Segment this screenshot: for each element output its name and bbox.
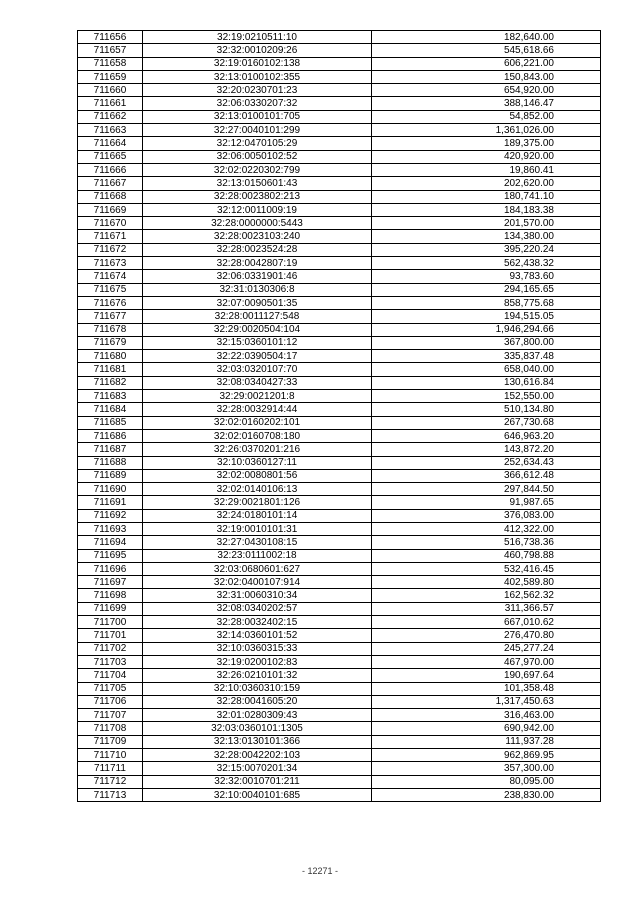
value-cell: 646,963.20: [372, 429, 601, 442]
row-number-cell: 711665: [78, 150, 143, 163]
value-cell: 858,775.68: [372, 296, 601, 309]
cadastral-number-cell: 32:24:0180101:14: [143, 509, 372, 522]
value-cell: 388,146.47: [372, 97, 601, 110]
row-number-cell: 711695: [78, 549, 143, 562]
row-number-cell: 711657: [78, 44, 143, 57]
cadastral-number-cell: 32:23:0111002:18: [143, 549, 372, 562]
row-number-cell: 711672: [78, 243, 143, 256]
cadastral-number-cell: 32:20:0230701:23: [143, 84, 372, 97]
value-cell: 252,634.43: [372, 456, 601, 469]
cadastral-number-cell: 32:15:0360101:12: [143, 336, 372, 349]
row-number-cell: 711658: [78, 57, 143, 70]
cadastral-number-cell: 32:27:0430108:15: [143, 536, 372, 549]
row-number-cell: 711705: [78, 682, 143, 695]
value-cell: 376,083.00: [372, 509, 601, 522]
value-cell: 311,366.57: [372, 602, 601, 615]
table-row: [78, 682, 601, 695]
value-cell: 297,844.50: [372, 483, 601, 496]
row-number-cell: 711699: [78, 602, 143, 615]
row-number-cell: 711667: [78, 177, 143, 190]
row-number-cell: 711698: [78, 589, 143, 602]
cadastral-number-cell: 32:10:0360127:11: [143, 456, 372, 469]
table-row: [78, 177, 601, 190]
table-row: [78, 549, 601, 562]
table-row: [78, 270, 601, 283]
row-number-cell: 711668: [78, 190, 143, 203]
cadastral-number-cell: 32:29:0021201:8: [143, 390, 372, 403]
row-number-cell: 711708: [78, 722, 143, 735]
cadastral-number-cell: 32:06:0330207:32: [143, 97, 372, 110]
table-row: [78, 509, 601, 522]
row-number-cell: 711689: [78, 469, 143, 482]
value-cell: 150,843.00: [372, 70, 601, 83]
cadastral-number-cell: 32:02:0140106:13: [143, 483, 372, 496]
table-row: [78, 203, 601, 216]
row-number-cell: 711663: [78, 124, 143, 137]
cadastral-number-cell: 32:28:0042807:19: [143, 257, 372, 270]
row-number-cell: 711681: [78, 363, 143, 376]
value-cell: 93,783.60: [372, 270, 601, 283]
cadastral-number-cell: 32:27:0040101:299: [143, 124, 372, 137]
row-number-cell: 711688: [78, 456, 143, 469]
row-number-cell: 711670: [78, 217, 143, 230]
value-cell: 201,570.00: [372, 217, 601, 230]
cadastral-number-cell: 32:15:0070201:34: [143, 762, 372, 775]
value-cell: 238,830.00: [372, 788, 601, 801]
value-cell: 162,562.32: [372, 589, 601, 602]
row-number-cell: 711703: [78, 655, 143, 668]
cadastral-number-cell: 32:28:0032402:15: [143, 616, 372, 629]
row-number-cell: 711678: [78, 323, 143, 336]
value-cell: 152,550.00: [372, 390, 601, 403]
value-cell: 245,277.24: [372, 642, 601, 655]
cadastral-number-cell: 32:28:0032914:44: [143, 403, 372, 416]
cadastral-value-table: [77, 30, 601, 802]
table-row: [78, 536, 601, 549]
table-row: [78, 749, 601, 762]
row-number-cell: 711712: [78, 775, 143, 788]
table-row: [78, 376, 601, 389]
cadastral-number-cell: 32:28:0023802:213: [143, 190, 372, 203]
table-row: [78, 190, 601, 203]
cadastral-number-cell: 32:14:0360101:52: [143, 629, 372, 642]
cadastral-number-cell: 32:19:0010101:31: [143, 522, 372, 535]
cadastral-number-cell: 32:28:0011127:548: [143, 310, 372, 323]
row-number-cell: 711674: [78, 270, 143, 283]
table-body: [78, 31, 601, 802]
table-row: [78, 296, 601, 309]
cadastral-number-cell: 32:06:0331901:46: [143, 270, 372, 283]
table-row: [78, 163, 601, 176]
value-cell: 962,869.95: [372, 749, 601, 762]
cadastral-number-cell: 32:07:0090501:35: [143, 296, 372, 309]
table-row: [78, 243, 601, 256]
row-number-cell: 711709: [78, 735, 143, 748]
table-row: [78, 70, 601, 83]
value-cell: 189,375.00: [372, 137, 601, 150]
table-row: [78, 403, 601, 416]
row-number-cell: 711704: [78, 669, 143, 682]
cadastral-number-cell: 32:26:0370201:216: [143, 443, 372, 456]
value-cell: 1,317,450.63: [372, 695, 601, 708]
value-cell: 516,738.36: [372, 536, 601, 549]
cadastral-number-cell: 32:22:0390504:17: [143, 350, 372, 363]
row-number-cell: 711662: [78, 110, 143, 123]
row-number-cell: 711684: [78, 403, 143, 416]
table-row: [78, 602, 601, 615]
row-number-cell: 711711: [78, 762, 143, 775]
cadastral-number-cell: 32:32:0010701:211: [143, 775, 372, 788]
cadastral-number-cell: 32:08:0340202:57: [143, 602, 372, 615]
row-number-cell: 711692: [78, 509, 143, 522]
cadastral-number-cell: 32:31:0060310:34: [143, 589, 372, 602]
table-row: [78, 390, 601, 403]
table-row: [78, 323, 601, 336]
table-row: [78, 97, 601, 110]
value-cell: 667,010.62: [372, 616, 601, 629]
table-row: [78, 84, 601, 97]
value-cell: 460,798.88: [372, 549, 601, 562]
cadastral-number-cell: 32:12:0011009:19: [143, 203, 372, 216]
row-number-cell: 711702: [78, 642, 143, 655]
value-cell: 143,872.20: [372, 443, 601, 456]
cadastral-number-cell: 32:28:0023103:240: [143, 230, 372, 243]
value-cell: 184,183.38: [372, 203, 601, 216]
row-number-cell: 711673: [78, 257, 143, 270]
row-number-cell: 711707: [78, 709, 143, 722]
cadastral-number-cell: 32:19:0200102:83: [143, 655, 372, 668]
value-cell: 294,165.65: [372, 283, 601, 296]
value-cell: 101,358.48: [372, 682, 601, 695]
table-row: [78, 695, 601, 708]
value-cell: 402,589.80: [372, 576, 601, 589]
row-number-cell: 711693: [78, 522, 143, 535]
row-number-cell: 711685: [78, 416, 143, 429]
cadastral-number-cell: 32:10:0360315:33: [143, 642, 372, 655]
cadastral-number-cell: 32:10:0360310:159: [143, 682, 372, 695]
value-cell: 111,937.28: [372, 735, 601, 748]
row-number-cell: 711660: [78, 84, 143, 97]
cadastral-number-cell: 32:19:0210511:10: [143, 31, 372, 44]
row-number-cell: 711682: [78, 376, 143, 389]
table-row: [78, 616, 601, 629]
table-row: [78, 788, 601, 801]
cadastral-number-cell: 32:28:0042202:103: [143, 749, 372, 762]
row-number-cell: 711676: [78, 296, 143, 309]
value-cell: 130,616.84: [372, 376, 601, 389]
cadastral-number-cell: 32:03:0320107:70: [143, 363, 372, 376]
value-cell: 654,920.00: [372, 84, 601, 97]
table-row: [78, 496, 601, 509]
value-cell: 532,416.45: [372, 562, 601, 575]
row-number-cell: 711680: [78, 350, 143, 363]
row-number-cell: 711686: [78, 429, 143, 442]
value-cell: 54,852.00: [372, 110, 601, 123]
cadastral-number-cell: 32:29:0020504:104: [143, 323, 372, 336]
cadastral-number-cell: 32:29:0021801:126: [143, 496, 372, 509]
value-cell: 395,220.24: [372, 243, 601, 256]
table-row: [78, 44, 601, 57]
row-number-cell: 711664: [78, 137, 143, 150]
value-cell: 335,837.48: [372, 350, 601, 363]
table-row: [78, 762, 601, 775]
row-number-cell: 711671: [78, 230, 143, 243]
cadastral-number-cell: 32:02:0220302:799: [143, 163, 372, 176]
table-row: [78, 629, 601, 642]
value-cell: 366,612.48: [372, 469, 601, 482]
table-row: [78, 722, 601, 735]
value-cell: 467,970.00: [372, 655, 601, 668]
table-row: [78, 522, 601, 535]
cadastral-number-cell: 32:01:0280309:43: [143, 709, 372, 722]
cadastral-number-cell: 32:19:0160102:138: [143, 57, 372, 70]
table-row: [78, 31, 601, 44]
row-number-cell: 711697: [78, 576, 143, 589]
table-row: [78, 217, 601, 230]
row-number-cell: 711679: [78, 336, 143, 349]
value-cell: 190,697.64: [372, 669, 601, 682]
row-number-cell: 711675: [78, 283, 143, 296]
row-number-cell: 711656: [78, 31, 143, 44]
table-row: [78, 429, 601, 442]
table-row: [78, 642, 601, 655]
value-cell: 510,134.80: [372, 403, 601, 416]
row-number-cell: 711677: [78, 310, 143, 323]
value-cell: 91,987.65: [372, 496, 601, 509]
table-row: [78, 137, 601, 150]
cadastral-number-cell: 32:13:0150601:43: [143, 177, 372, 190]
cadastral-number-cell: 32:03:0360101:1305: [143, 722, 372, 735]
value-cell: 80,095.00: [372, 775, 601, 788]
cadastral-number-cell: 32:06:0050102:52: [143, 150, 372, 163]
value-cell: 276,470.80: [372, 629, 601, 642]
cadastral-number-cell: 32:03:0680601:627: [143, 562, 372, 575]
table-row: [78, 310, 601, 323]
table-row: [78, 456, 601, 469]
value-cell: 267,730.68: [372, 416, 601, 429]
table-row: [78, 150, 601, 163]
value-cell: 182,640.00: [372, 31, 601, 44]
table-row: [78, 124, 601, 137]
value-cell: 562,438.32: [372, 257, 601, 270]
cadastral-number-cell: 32:10:0040101:685: [143, 788, 372, 801]
value-cell: 658,040.00: [372, 363, 601, 376]
cadastral-number-cell: 32:12:0470105:29: [143, 137, 372, 150]
row-number-cell: 711666: [78, 163, 143, 176]
value-cell: 606,221.00: [372, 57, 601, 70]
cadastral-number-cell: 32:02:0160202:101: [143, 416, 372, 429]
cadastral-number-cell: 32:26:0210101:32: [143, 669, 372, 682]
table-row: [78, 469, 601, 482]
table-row: [78, 257, 601, 270]
row-number-cell: 711694: [78, 536, 143, 549]
value-cell: 367,800.00: [372, 336, 601, 349]
table-row: [78, 589, 601, 602]
value-cell: 134,380.00: [372, 230, 601, 243]
cadastral-number-cell: 32:13:0100101:705: [143, 110, 372, 123]
table-row: [78, 230, 601, 243]
value-cell: 412,322.00: [372, 522, 601, 535]
value-cell: 180,741.10: [372, 190, 601, 203]
table-row: [78, 775, 601, 788]
table-row: [78, 350, 601, 363]
table-row: [78, 416, 601, 429]
cadastral-number-cell: 32:13:0130101:366: [143, 735, 372, 748]
value-cell: 316,463.00: [372, 709, 601, 722]
row-number-cell: 711696: [78, 562, 143, 575]
cadastral-number-cell: 32:28:0023524:28: [143, 243, 372, 256]
row-number-cell: 711687: [78, 443, 143, 456]
value-cell: 194,515.05: [372, 310, 601, 323]
cadastral-number-cell: 32:02:0160708:180: [143, 429, 372, 442]
value-cell: 19,860.41: [372, 163, 601, 176]
value-cell: 545,618.66: [372, 44, 601, 57]
row-number-cell: 711661: [78, 97, 143, 110]
cadastral-number-cell: 32:28:0000000:5443: [143, 217, 372, 230]
table-row: [78, 110, 601, 123]
table-row: [78, 709, 601, 722]
table-row: [78, 283, 601, 296]
table-row: [78, 735, 601, 748]
row-number-cell: 711706: [78, 695, 143, 708]
cadastral-number-cell: 32:31:0130306:8: [143, 283, 372, 296]
cadastral-number-cell: 32:02:0400107:914: [143, 576, 372, 589]
table-row: [78, 336, 601, 349]
table-row: [78, 483, 601, 496]
row-number-cell: 711701: [78, 629, 143, 642]
page-number: - 12271 -: [301, 866, 339, 876]
row-number-cell: 711690: [78, 483, 143, 496]
cadastral-number-cell: 32:32:0010209:26: [143, 44, 372, 57]
row-number-cell: 711669: [78, 203, 143, 216]
value-cell: 1,361,026.00: [372, 124, 601, 137]
table-row: [78, 669, 601, 682]
value-cell: 202,620.00: [372, 177, 601, 190]
cadastral-number-cell: 32:08:0340427:33: [143, 376, 372, 389]
cadastral-number-cell: 32:13:0100102:355: [143, 70, 372, 83]
row-number-cell: 711710: [78, 749, 143, 762]
row-number-cell: 711691: [78, 496, 143, 509]
row-number-cell: 711683: [78, 390, 143, 403]
value-cell: 420,920.00: [372, 150, 601, 163]
row-number-cell: 711700: [78, 616, 143, 629]
value-cell: 357,300.00: [372, 762, 601, 775]
row-number-cell: 711659: [78, 70, 143, 83]
table-row: [78, 655, 601, 668]
table-row: [78, 562, 601, 575]
value-cell: 690,942.00: [372, 722, 601, 735]
cadastral-number-cell: 32:28:0041605:20: [143, 695, 372, 708]
cadastral-number-cell: 32:02:0080801:56: [143, 469, 372, 482]
table-row: [78, 363, 601, 376]
table-row: [78, 576, 601, 589]
row-number-cell: 711713: [78, 788, 143, 801]
table-row: [78, 57, 601, 70]
table-row: [78, 443, 601, 456]
value-cell: 1,946,294.66: [372, 323, 601, 336]
